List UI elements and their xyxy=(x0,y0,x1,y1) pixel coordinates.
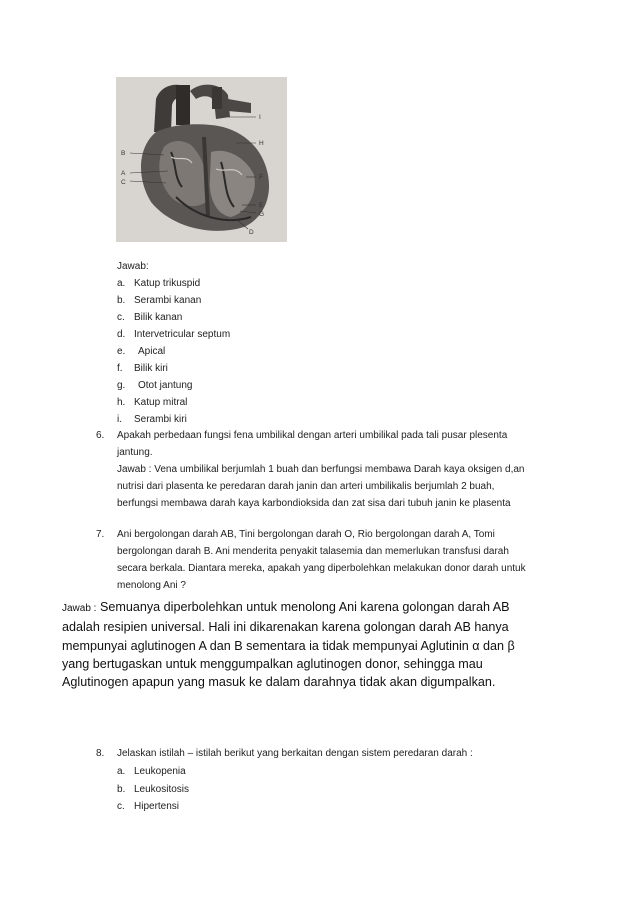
q7-line: secara berkala. Diantara mereka, apakah yang diperbolehkan melakukan donor darah untuk xyxy=(117,563,526,574)
q6-line: jantung. xyxy=(117,447,153,458)
q6-number: 6. xyxy=(96,430,105,441)
label-g: G xyxy=(259,211,265,218)
q7-line: menolong Ani ? xyxy=(117,580,186,591)
item-text: Leukositosis xyxy=(134,784,190,795)
item-letter: b. xyxy=(117,295,126,306)
item-letter: d. xyxy=(117,329,126,340)
q7-answer-line: mempunyai aglutinogen A dan B sementara ia tidak mempunyai Aglutinin α dan β xyxy=(62,638,515,653)
item-letter: e. xyxy=(117,346,126,357)
q6-line: nutrisi dari plasenta ke peredaran darah janin dan arteri umbilikalis berjumlah 2 buah, xyxy=(117,481,495,492)
q7-answer xyxy=(62,598,552,691)
q7-line: Ani bergolongan darah AB, Tini bergolongan darah O, Rio bergolongan darah A, Tomi xyxy=(117,529,495,540)
item-text: Apical xyxy=(138,346,166,357)
q6-line: Apakah perbedaan fungsi fena umbilikal dengan arteri umbilikal pada tali pusar plesenta xyxy=(117,430,508,441)
q7-answer-text: Semuanya diperbolehkan untuk menolong Ani karena golongan darah AB xyxy=(99,600,510,614)
item-text: Leukopenia xyxy=(134,766,186,777)
item-letter: b. xyxy=(117,784,126,795)
q7-answer-line: Aglutinogen apapun yang masuk ke dalam darahnya tidak akan digumpalkan. xyxy=(62,675,496,690)
item-letter: c. xyxy=(117,801,125,812)
label-d: D xyxy=(249,229,254,236)
item-text: Serambi kiri xyxy=(134,414,187,425)
item-text: Otot jantung xyxy=(138,380,193,391)
label-i: I xyxy=(259,114,261,121)
q7-answer-line xyxy=(62,598,552,618)
q6-text xyxy=(117,427,567,512)
q7-answer-lead: Jawab : xyxy=(62,603,97,614)
label-e: E xyxy=(259,202,264,209)
q7-number: 7. xyxy=(96,529,105,540)
q6-line: berfungsi membawa darah kaya karbondioksida dan zat sisa dari tubuh janin ke plasenta xyxy=(117,498,511,509)
item-letter: i. xyxy=(117,414,122,425)
label-h: H xyxy=(259,140,264,147)
item-letter: c. xyxy=(117,312,125,323)
item-text: Bilik kiri xyxy=(134,363,168,374)
item-letter: f. xyxy=(117,363,123,374)
label-f: F xyxy=(259,174,263,181)
heart-diagram-svg xyxy=(116,77,287,242)
item-letter: a. xyxy=(117,766,126,777)
q7-answer-line: yang bertugaskan untuk menggumpalkan aglutinogen donor, sehingga mau xyxy=(62,656,483,671)
item-letter: h. xyxy=(117,397,126,408)
label-b: B xyxy=(121,150,126,157)
q7-answer-line: adalah resipien universal. Hali ini dikarenakan karena golongan darah AB hanya xyxy=(62,620,509,635)
item-text: Bilik kanan xyxy=(134,312,183,323)
label-c: C xyxy=(121,179,126,186)
item-text: Intervetricular septum xyxy=(134,329,231,340)
item-letter: a. xyxy=(117,278,126,289)
item-text: Hipertensi xyxy=(134,801,180,812)
q7-line: bergolongan darah B. Ani menderita penyakit talasemia dan memerlukan transfusi darah xyxy=(117,546,509,557)
q8-number: 8. xyxy=(96,748,105,759)
heart-diagram-image xyxy=(116,77,287,242)
q8-question: Jelaskan istilah – istilah berikut yang berkaitan dengan sistem peredaran darah : xyxy=(117,748,473,759)
q7-text xyxy=(117,526,567,594)
q5-jawab-label: Jawab: xyxy=(117,261,149,272)
label-a: A xyxy=(121,170,126,177)
item-text: Serambi kanan xyxy=(134,295,202,306)
item-text: Katup mitral xyxy=(134,397,188,408)
item-letter: g. xyxy=(117,380,126,391)
q6-line: Jawab : Vena umbilikal berjumlah 1 buah dan berfungsi membawa Darah kaya oksigen d,an xyxy=(117,464,525,475)
item-text: Katup trikuspid xyxy=(134,278,201,289)
